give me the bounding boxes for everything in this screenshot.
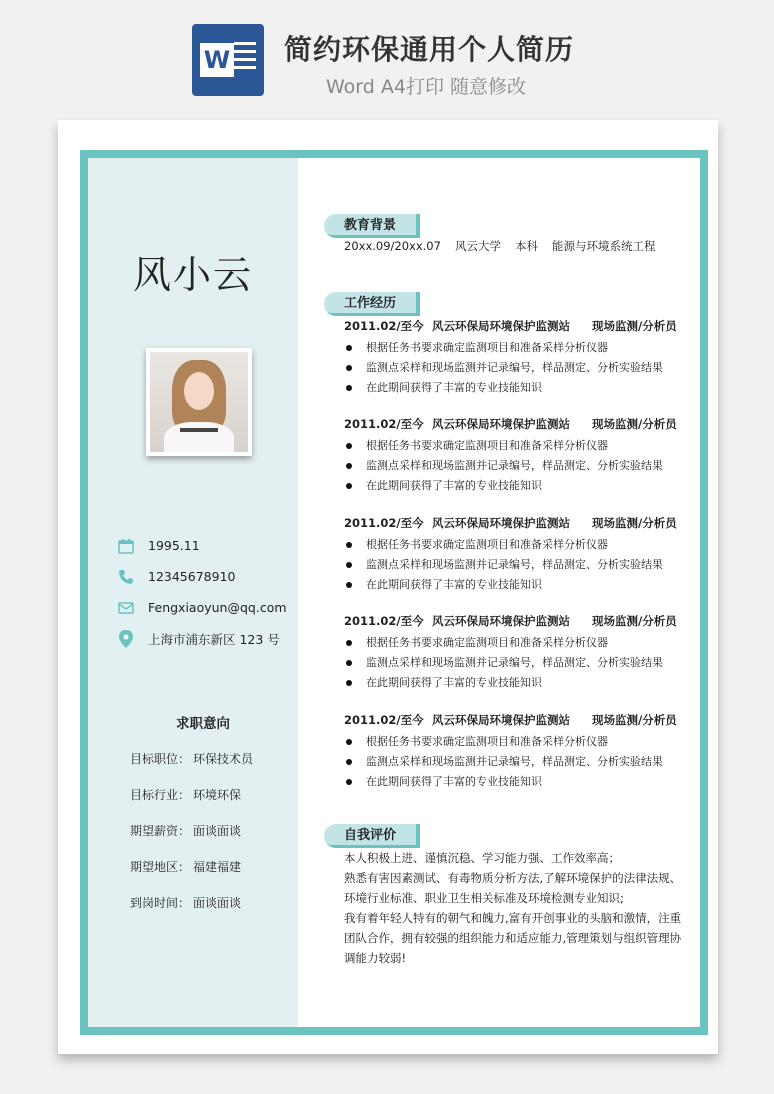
contact-birth: 1995.11 bbox=[118, 530, 287, 561]
job-entry: 2011.02/至今 风云环保局环境保护监测站 现场监测/分析员 根据任务书要求确定监测项目和准备采样分析仪器 监测点采样和现场监测并记录编号，样品测定、分析实验结果 在此期间获得了丰富的专业技能知识 bbox=[344, 515, 684, 595]
contact-address: 上海市浦东新区 123 号 bbox=[118, 623, 287, 654]
intent-list bbox=[130, 740, 253, 920]
word-letter: W bbox=[200, 43, 234, 77]
contact-list bbox=[118, 530, 287, 654]
mail-icon bbox=[118, 600, 134, 616]
profile-photo bbox=[146, 348, 252, 456]
contact-email: Fengxiaoyun@qq.com bbox=[118, 592, 287, 623]
intent-row: 到岗时间： 面谈面谈 bbox=[130, 895, 242, 910]
work-heading: 工作经历 bbox=[324, 292, 420, 316]
banner-title: 简约环保通用个人简历 bbox=[284, 33, 575, 66]
job-entry: 2011.02/至今 风云环保局环境保护监测站 现场监测/分析员 根据任务书要求确定监测项目和准备采样分析仪器 监测点采样和现场监测并记录编号，样品测定、分析实验结果 在此期间获得了丰富的专业技能知识 bbox=[344, 318, 684, 398]
calendar-icon bbox=[118, 538, 134, 554]
resume-page bbox=[58, 120, 718, 1054]
education-row: 20xx.09/20xx.07 风云大学 本科 能源与环境系统工程 bbox=[344, 239, 656, 253]
contact-phone: 12345678910 bbox=[118, 561, 287, 592]
main-content bbox=[324, 158, 694, 1027]
resume-frame bbox=[80, 150, 708, 1035]
candidate-name: 风小云 bbox=[132, 253, 253, 297]
self-eval-heading: 自我评价 bbox=[324, 824, 420, 848]
self-eval-text: 本人积极上进、谨慎沉稳、学习能力强、工作效率高； 熟悉有害因素测试、有毒物质分析方法,了解环境保护的法律法规、 环境行业标准、职业卫生相关标准及环境检测专业知识; 我有着年轻人特有的朝气和魄力,富有开创事业的头脑和激情，注重 团队合作，拥有较强的组织能力和适应能力,管理策划与组织管理协 调能力较弱! bbox=[344, 851, 682, 965]
phone-icon bbox=[118, 569, 134, 585]
intent-row: 期望薪资： 面谈面谈 bbox=[130, 823, 242, 838]
intent-row: 期望地区： 福建福建 bbox=[130, 859, 242, 874]
education-heading: 教育背景 bbox=[324, 214, 420, 238]
intent-row: 目标职位： 环保技术员 bbox=[130, 751, 254, 766]
intent-row: 目标行业： 环境环保 bbox=[130, 787, 242, 802]
sidebar bbox=[88, 158, 298, 1027]
job-entry: 2011.02/至今 风云环保局环境保护监测站 现场监测/分析员 根据任务书要求确定监测项目和准备采样分析仪器 监测点采样和现场监测并记录编号，样品测定、分析实验结果 在此期间获得了丰富的专业技能知识 bbox=[344, 712, 684, 792]
location-pin-icon bbox=[118, 631, 134, 647]
banner-header bbox=[0, 0, 774, 110]
job-entry: 2011.02/至今 风云环保局环境保护监测站 现场监测/分析员 根据任务书要求确定监测项目和准备采样分析仪器 监测点采样和现场监测并记录编号，样品测定、分析实验结果 在此期间获得了丰富的专业技能知识 bbox=[344, 613, 684, 693]
job-entry: 2011.02/至今 风云环保局环境保护监测站 现场监测/分析员 根据任务书要求确定监测项目和准备采样分析仪器 监测点采样和现场监测并记录编号，样品测定、分析实验结果 在此期间获得了丰富的专业技能知识 bbox=[344, 416, 684, 496]
intent-title: 求职意向 bbox=[176, 716, 230, 732]
banner-subtitle: Word A4打印 随意修改 bbox=[326, 76, 527, 98]
word-icon bbox=[192, 24, 264, 96]
